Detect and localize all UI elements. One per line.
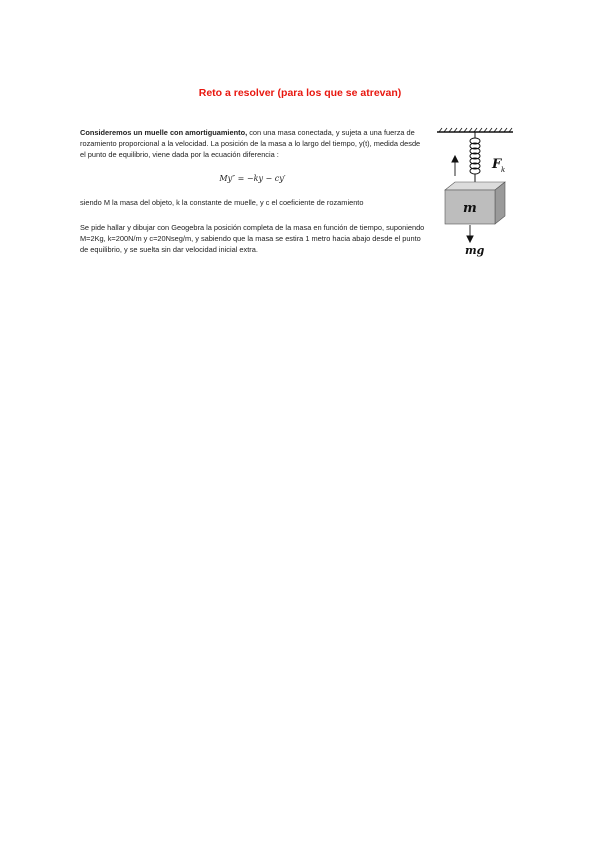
task-paragraph: Se pide hallar y dibujar con Geogebra la posición completa de la masa en función de tiempo, suponiendo M=2Kg, k=200N/m y c=20Nseg/m, y sabiendo que la masa se estira 1 metro hacia abajo desde el punto de equilibrio, y se suelta sin dar velocidad inicial extra. [80, 223, 425, 254]
intro-paragraph [80, 127, 425, 160]
mass-label: m [463, 201, 477, 216]
weight-arrow [467, 225, 473, 242]
spring-mass-diagram [435, 124, 515, 264]
spring-force-label: F [492, 157, 502, 172]
page-title: Reto a resolver (para los que se atrevan) [198, 87, 402, 99]
differential-equation: My″ = −ky − cy′ [219, 174, 286, 183]
spring-force-subscript: k [501, 166, 506, 174]
spring [470, 132, 480, 184]
intro-body: con una masa conectada, y sujeta a una fuerza de rozamiento proporcional a la velocidad. La posición de la masa a lo largo del tiempo, y(t), medida desde el punto de equilibrio, viene dada por la ecuación diferencia : [80, 128, 421, 159]
spring-force-arrow [452, 156, 458, 176]
intro-lead: Consideremos un muelle con amortiguamiento, [80, 128, 248, 137]
weight-label: mg [465, 244, 485, 257]
definitions-paragraph: siendo M la masa del objeto, k la constante de muelle, y c el coeficiente de rozamiento [80, 198, 364, 207]
